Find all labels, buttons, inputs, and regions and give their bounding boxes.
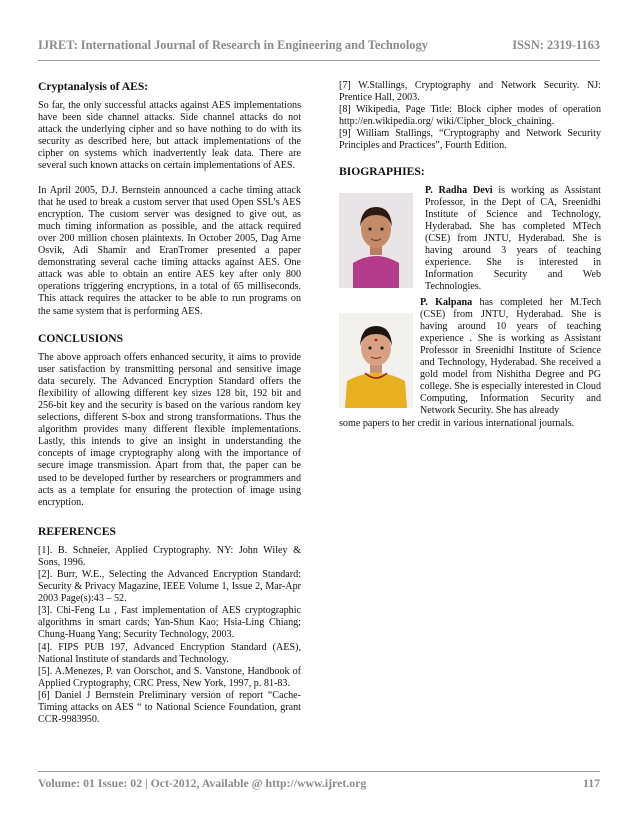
biography-text: has completed her M.Tech (CSE) from JNTU, Hyderabad. She is having around 10 years of teaching experience . She is working as Assistant Professor in Sreenidhi Institute of Science and Technology, Hyderabad. She received a gold model from Nishitha Degree and PG college. She is especially interested in Cloud Computing, Information Security and Network Security. She has already	[420, 296, 601, 417]
left-column	[38, 80, 301, 726]
reference-item: [7] W.Stallings, Cryptography and Network Security. NJ: Prentice Hall, 2003.	[339, 80, 601, 104]
journal-title: IJRET: International Journal of Research in Engineering and Technology	[38, 38, 428, 52]
section-title-biographies: BIOGRAPHIES:	[339, 164, 425, 178]
author-name: P. Kalpana	[420, 296, 473, 308]
section-title-references: REFERENCES	[38, 524, 116, 538]
issn: ISSN: 2319-1163	[512, 38, 600, 52]
author-photo	[339, 193, 413, 288]
biography-2	[339, 297, 601, 430]
conclusions-paragraph: The above approach offers enhanced security, it aims to provide user satisfaction by transmitting personal and sensitive image data securely. The Advanced Encryption Standard offers the flexibility of allowing different key sizes 128 bit, 192 bit and 256-bit key and the security is based on the various random key selections, different S-box and strong transformations. Thus the algorithm provides many different flexible implementations. Lastly, this intends to give an insight in understanding the concepts of image cryptography along with the importance of secure image transmission. Apart from that, the paper can be used to be developed further by researchers or programmers and acts as a template for ensuring the protection of image using encryption.	[38, 351, 301, 508]
reference-item: [8] Wikipedia, Page Title: Block cipher modes of operation http://en.wikipedia.org/ wiki/Cipher_block_chaining.	[339, 104, 601, 128]
cryptanalysis-paragraph-1: So far, the only successful attacks against AES implementations have been side channel attacks. Side channel attacks do not attack the underlying cipher and so have nothing to do with its security as described here, but attack implementations of the cipher on systems which inadvertently leak data. There are several such known attacks on certain implementations of AES.	[38, 100, 301, 172]
footer-rule	[38, 771, 600, 772]
biography-1	[339, 185, 601, 297]
header-rule	[38, 60, 600, 61]
running-header	[38, 38, 600, 54]
reference-item: [4]. FIPS PUB 197, Advanced Encryption Standard (AES), National Institute of standards and Technology.	[38, 641, 301, 665]
reference-item: [3]. Chi-Feng Lu , Fast implementation of AES cryptographic algorithms in smart cards; Yan-Shun Kao; Hsia-Ling Chiang; Chung-Huang Yang; Security Technology, 2003.	[38, 605, 301, 641]
page-number: 117	[582, 776, 600, 790]
biography-tail: some papers to her credit in various international journals.	[339, 417, 575, 429]
author-name: P. Radha Devi	[425, 184, 493, 196]
volume-info: Volume: 01 Issue: 02 | Oct-2012, Available @ http://www.ijret.org	[38, 776, 367, 790]
running-footer	[38, 776, 600, 792]
reference-item: [6] Daniel J Bernstein Preliminary version of report “Cache-Timing attacks on AES “ to National Science Foundation, grant CCR-9983950.	[38, 689, 301, 726]
section-title-cryptanalysis: Cryptanalysis of AES:	[38, 80, 149, 93]
right-column	[339, 80, 601, 430]
author-photo	[339, 313, 413, 408]
reference-item: [2]. Burr, W.E., Selecting the Advanced Encryption Standard: Security & Privacy Magazine, IEEE Volume 1, Issue 2, Mar-Apr 2003 Page(s):43 – 52.	[38, 569, 301, 605]
reference-item: [9] William Stallings, “Cryptography and Network Security Principles and Practices”, Fourth Edition.	[339, 128, 601, 152]
cryptanalysis-paragraph-2: In April 2005, D.J. Bernstein announced a cache timing attack that he used to break a custom server that used Open SSL’s AES encryption. The custom server was designed to give out, as much timing information as possible, and the attack required over 200 million chosen plaintexts. In October 2005, Dag Arne Osvik, Adi Shamir and EranTromer presented a paper demonstrating several cache timing attacks against AES. One attack was able to obtain an entire AES key after only 800 operations triggering encryptions, in a total of 65 milliseconds. This attack requires the attacker to be able to run programs on the same system that is performing AES.	[38, 184, 301, 317]
section-title-conclusions: CONCLUSIONS	[38, 331, 124, 345]
biography-text: is working as Assistant Professor, in the Dept of CA, Sreenidhi Institute of Science and Technology, Hyderabad. She has completed MTech (CSE) from JNTU, Hyderabad. She is having around 3 years of teaching experience. She is interested in Information Security and Web Technologies.	[425, 184, 601, 293]
reference-item: [1]. B. Schneier, Applied Cryptography. NY: John Wiley & Sons, 1996.	[38, 544, 301, 568]
reference-item: [5]. A.Menezes, P. van Oorschot, and S. Vanstone, Handbook of Applied Cryptography, CRC Press, New York, 1997, p. 81-83.	[38, 665, 301, 689]
